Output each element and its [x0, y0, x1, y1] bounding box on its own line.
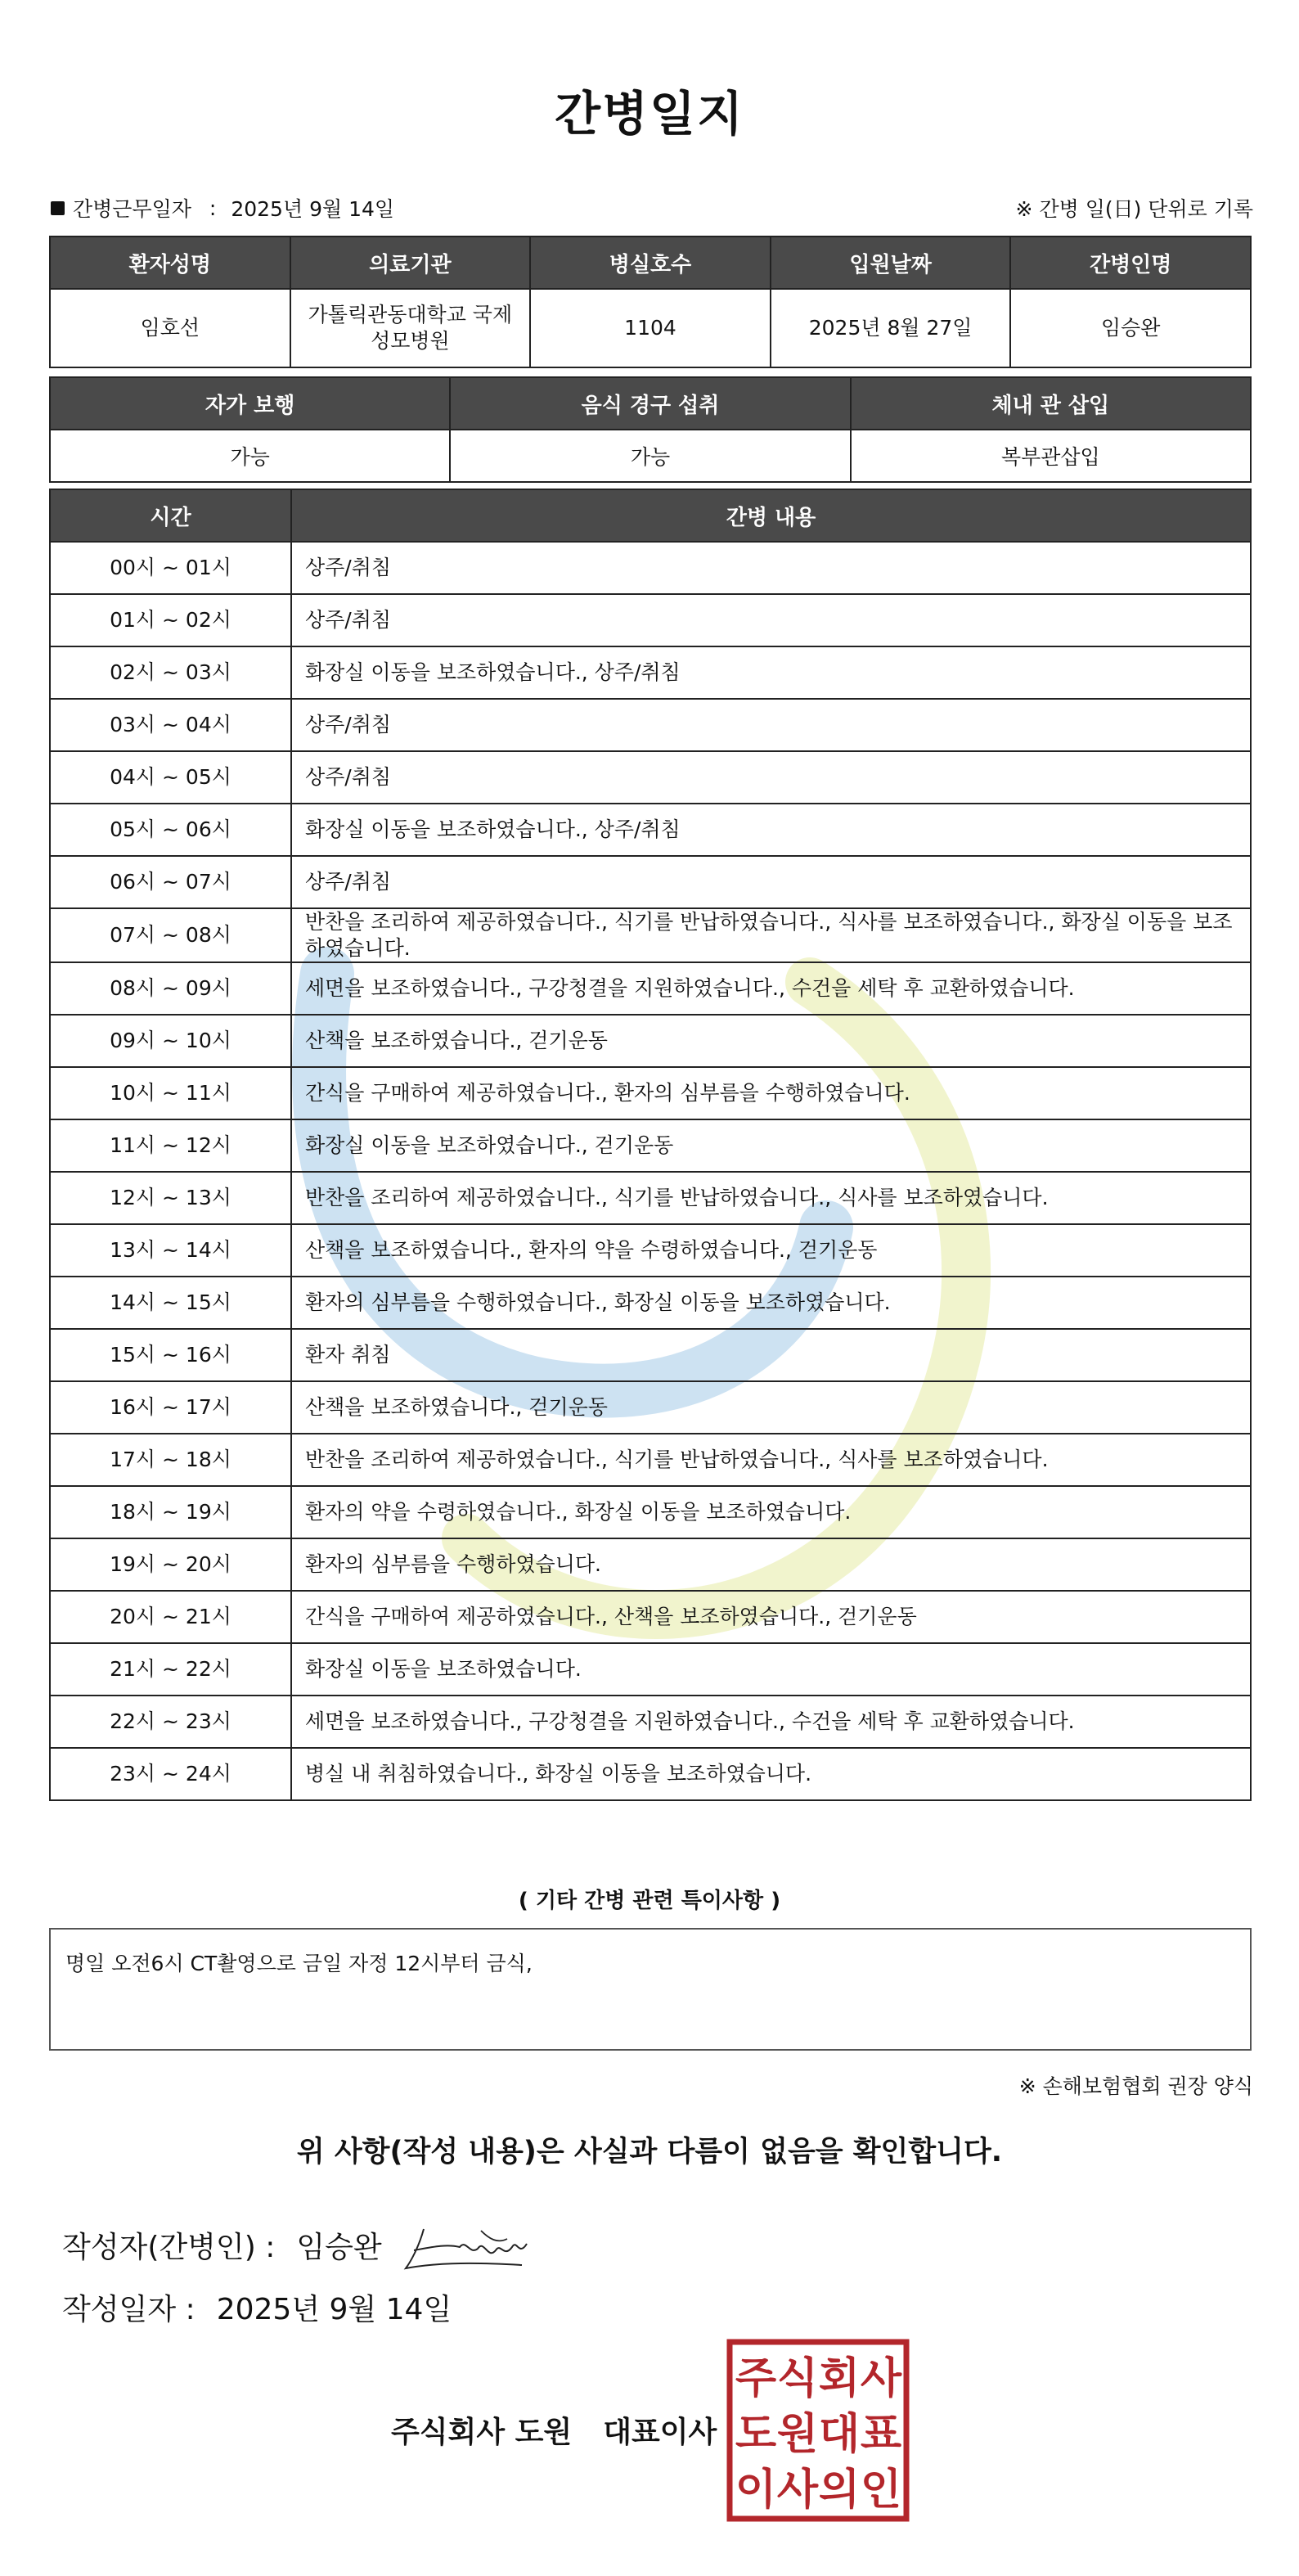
log-time: 13시 ~ 14시 — [50, 1224, 291, 1277]
care-log-row — [50, 1119, 1251, 1172]
log-content: 산책을 보조하였습니다., 환자의 약을 수령하였습니다., 걷기운동 — [291, 1224, 1251, 1277]
care-log-row — [50, 1591, 1251, 1643]
seal-character: 사 — [860, 2354, 902, 2403]
writer-line — [62, 2224, 382, 2266]
seal-character: 대 — [818, 2410, 861, 2459]
care-log-row — [50, 542, 1251, 594]
header-admission-date: 입원날짜 — [771, 236, 1011, 289]
care-log-row — [50, 1329, 1251, 1381]
header-time: 시간 — [50, 489, 291, 542]
care-log-row — [50, 1224, 1251, 1277]
log-content: 상주/취침 — [291, 594, 1251, 646]
log-content: 반찬을 조리하여 제공하였습니다., 식기를 반납하였습니다., 식사를 보조하였습니다. — [291, 1172, 1251, 1224]
header-care-content: 간병 내용 — [291, 489, 1251, 542]
log-time: 00시 ~ 01시 — [50, 542, 291, 594]
notes-title: ( 기타 간병 관련 특이사항 ) — [518, 1889, 781, 1913]
log-time: 03시 ~ 04시 — [50, 699, 291, 751]
log-time: 15시 ~ 16시 — [50, 1329, 291, 1381]
status-value-row — [50, 430, 1251, 482]
patient-info-table — [49, 236, 1252, 368]
log-time: 14시 ~ 15시 — [50, 1277, 291, 1329]
log-content: 환자의 심부름을 수행하였습니다., 화장실 이동을 보조하였습니다. — [291, 1277, 1251, 1329]
special-notes-box — [49, 1928, 1252, 2051]
log-content: 산책을 보조하였습니다., 걷기운동 — [291, 1015, 1251, 1067]
care-log-row — [50, 1696, 1251, 1748]
log-content: 산책을 보조하였습니다., 걷기운동 — [291, 1381, 1251, 1434]
log-time: 05시 ~ 06시 — [50, 804, 291, 856]
care-log-row — [50, 908, 1251, 962]
care-log-row — [50, 1015, 1251, 1067]
work-date-value: 2025년 9월 14일 — [231, 197, 395, 221]
log-time: 16시 ~ 17시 — [50, 1381, 291, 1434]
seal-character: 인 — [860, 2466, 902, 2515]
tube-insertion-value: 복부관삽입 — [851, 430, 1251, 482]
care-log-row — [50, 1381, 1251, 1434]
log-time: 18시 ~ 19시 — [50, 1486, 291, 1538]
care-log-row — [50, 1277, 1251, 1329]
written-date-value: 2025년 9월 14일 — [216, 2293, 452, 2326]
care-log-table — [49, 489, 1252, 1801]
log-content: 화장실 이동을 보조하였습니다., 상주/취침 — [291, 804, 1251, 856]
seal-character: 의 — [818, 2466, 861, 2515]
care-log-row — [50, 1434, 1251, 1486]
oral-intake-value: 가능 — [450, 430, 850, 482]
care-log-row — [50, 1538, 1251, 1591]
log-content: 세면을 보조하였습니다., 구강청결을 지원하였습니다., 수건을 세탁 후 교환하였습니다. — [291, 962, 1251, 1015]
care-log-row — [50, 962, 1251, 1015]
care-log-row — [50, 1643, 1251, 1696]
log-time: 10시 ~ 11시 — [50, 1067, 291, 1119]
header-hospital: 의료기관 — [290, 236, 531, 289]
caregiver-name: 임승완 — [1010, 289, 1251, 367]
log-content: 환자의 심부름을 수행하였습니다. — [291, 1538, 1251, 1591]
header-oral-intake: 음식 경구 섭취 — [450, 377, 850, 430]
log-content: 간식을 구매하여 제공하였습니다., 산책을 보조하였습니다., 걷기운동 — [291, 1591, 1251, 1643]
log-content: 상주/취침 — [291, 542, 1251, 594]
log-content: 환자 취침 — [291, 1329, 1251, 1381]
daily-record-note: ※ 간병 일(日) 단위로 기록 — [1015, 197, 1253, 221]
patient-info-header-row — [50, 236, 1251, 289]
log-time: 09시 ~ 10시 — [50, 1015, 291, 1067]
log-time: 19시 ~ 20시 — [50, 1538, 291, 1591]
log-content: 상주/취침 — [291, 699, 1251, 751]
care-log-row — [50, 1748, 1251, 1800]
seal-character: 주 — [735, 2354, 777, 2403]
ceo-title: 대표이사 — [603, 2416, 717, 2449]
seal-character: 도 — [735, 2410, 777, 2459]
company-seal-stamp — [726, 2339, 910, 2522]
written-date-label: 작성일자 : — [62, 2293, 196, 2326]
special-notes-text: 명일 오전6시 CT촬영으로 금일 자정 12시부터 금식, — [65, 1952, 533, 1975]
care-log-row — [50, 699, 1251, 751]
seal-character: 사 — [776, 2466, 819, 2515]
log-content: 상주/취침 — [291, 856, 1251, 908]
header-caregiver: 간병인명 — [1010, 236, 1251, 289]
log-time: 07시 ~ 08시 — [50, 908, 291, 962]
patient-info-value-row — [50, 289, 1251, 367]
association-form-note: ※ 손해보험협회 권장 양식 — [1018, 2074, 1253, 2098]
log-time: 08시 ~ 09시 — [50, 962, 291, 1015]
seal-character: 회 — [818, 2354, 861, 2403]
care-log-body — [50, 542, 1251, 1800]
room-number: 1104 — [530, 289, 771, 367]
writer-label: 작성자(간병인) : — [62, 2231, 276, 2264]
handwritten-signature — [399, 2214, 538, 2280]
log-time: 01시 ~ 02시 — [50, 594, 291, 646]
writer-name: 임승완 — [296, 2231, 382, 2264]
log-content: 간식을 구매하여 제공하였습니다., 환자의 심부름을 수행하였습니다. — [291, 1067, 1251, 1119]
confirmation-statement: 위 사항(작성 내용)은 사실과 다름이 없음을 확인합니다. — [296, 2136, 1003, 2168]
log-content: 화장실 이동을 보조하였습니다., 상주/취침 — [291, 646, 1251, 699]
log-time: 20시 ~ 21시 — [50, 1591, 291, 1643]
care-log-row — [50, 856, 1251, 908]
care-log-row — [50, 646, 1251, 699]
work-date — [51, 193, 394, 223]
care-log-row — [50, 751, 1251, 804]
log-content: 상주/취침 — [291, 751, 1251, 804]
care-log-row — [50, 594, 1251, 646]
header-patient-name: 환자성명 — [50, 236, 290, 289]
patient-status-table — [49, 376, 1252, 483]
document-title: 간병일지 — [554, 86, 745, 142]
log-content: 화장실 이동을 보조하였습니다., 걷기운동 — [291, 1119, 1251, 1172]
self-walking-value: 가능 — [50, 430, 450, 482]
work-date-label: 간병근무일자 — [73, 197, 191, 221]
patient-name: 임호선 — [50, 289, 290, 367]
written-date-line — [62, 2286, 452, 2328]
header-tube-insertion: 체내 관 삽입 — [851, 377, 1251, 430]
log-content: 화장실 이동을 보조하였습니다. — [291, 1643, 1251, 1696]
header-self-walking: 자가 보행 — [50, 377, 450, 430]
care-log-header-row — [50, 489, 1251, 542]
hospital-name-line2: 성모병원 — [371, 329, 450, 353]
hospital-name — [290, 289, 531, 367]
square-bullet-icon — [51, 201, 65, 215]
admission-date: 2025년 8월 27일 — [771, 289, 1011, 367]
log-time: 22시 ~ 23시 — [50, 1696, 291, 1748]
log-time: 06시 ~ 07시 — [50, 856, 291, 908]
log-time: 17시 ~ 18시 — [50, 1434, 291, 1486]
log-content: 반찬을 조리하여 제공하였습니다., 식기를 반납하였습니다., 식사를 보조하였습니다., 화장실 이동을 보조하였습니다. — [291, 908, 1251, 962]
care-log-row — [50, 1486, 1251, 1538]
care-log-row — [50, 804, 1251, 856]
log-time: 23시 ~ 24시 — [50, 1748, 291, 1800]
company-name: 주식회사 도원 — [391, 2416, 573, 2449]
log-time: 12시 ~ 13시 — [50, 1172, 291, 1224]
log-time: 11시 ~ 12시 — [50, 1119, 291, 1172]
care-log-row — [50, 1172, 1251, 1224]
seal-character: 표 — [860, 2410, 902, 2459]
log-content: 환자의 약을 수령하였습니다., 화장실 이동을 보조하였습니다. — [291, 1486, 1251, 1538]
log-content: 세면을 보조하였습니다., 구강청결을 지원하였습니다., 수건을 세탁 후 교환하였습니다. — [291, 1696, 1251, 1748]
seal-character: 원 — [776, 2410, 819, 2459]
work-date-separator: : — [209, 196, 217, 220]
log-time: 04시 ~ 05시 — [50, 751, 291, 804]
hospital-name-line1: 가톨릭관동대학교 국제 — [308, 303, 513, 327]
seal-character: 식 — [776, 2354, 819, 2403]
company-signature-line — [391, 2409, 717, 2451]
status-header-row — [50, 377, 1251, 430]
log-time: 21시 ~ 22시 — [50, 1643, 291, 1696]
seal-character: 이 — [735, 2466, 777, 2515]
log-content: 병실 내 취침하였습니다., 화장실 이동을 보조하였습니다. — [291, 1748, 1251, 1800]
header-room: 병실호수 — [530, 236, 771, 289]
care-log-row — [50, 1067, 1251, 1119]
log-time: 02시 ~ 03시 — [50, 646, 291, 699]
log-content: 반찬을 조리하여 제공하였습니다., 식기를 반납하였습니다., 식사를 보조하였습니다. — [291, 1434, 1251, 1486]
